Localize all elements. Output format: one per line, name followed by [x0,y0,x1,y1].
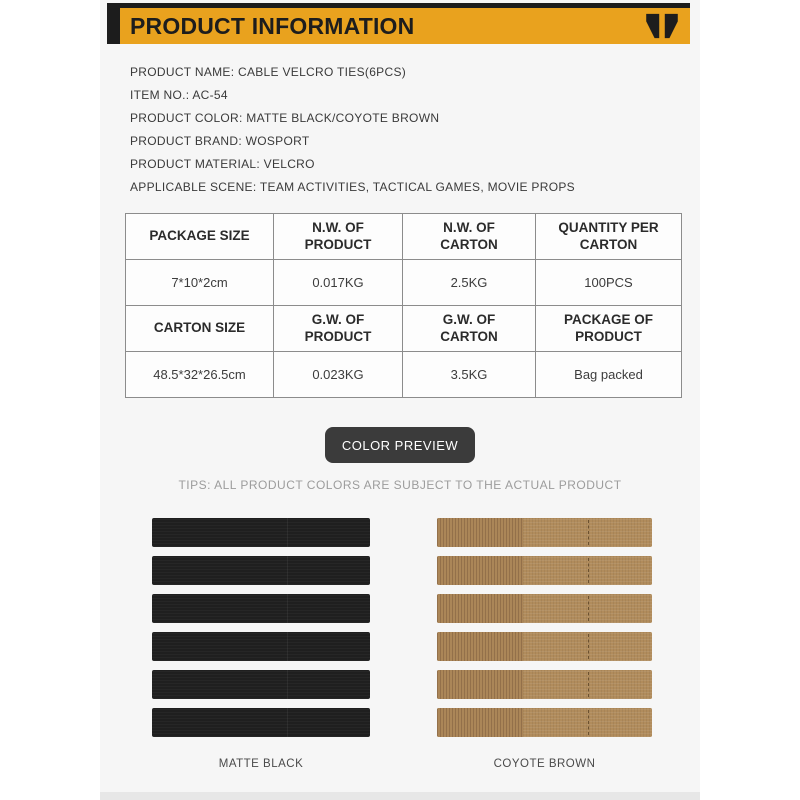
cell-gw-carton-label: G.W. OF CARTON [403,306,536,352]
wosport-w-logo-icon [646,13,678,39]
cell-package-size-value: 7*10*2cm [126,260,274,306]
velcro-hook-texture [437,708,523,737]
cell-gw-carton-value: 3.5KG [403,352,536,398]
stitch-line [588,634,589,659]
velcro-strap-black [152,708,370,737]
detail-product-name: PRODUCT NAME: CABLE VELCRO TIES(6PCS) [130,65,407,79]
spec-table [125,213,682,398]
detail-product-color: PRODUCT COLOR: MATTE BLACK/COYOTE BROWN [130,111,440,125]
velcro-strap-black [152,556,370,585]
table-row [126,306,682,352]
velcro-hook-texture [437,670,523,699]
velcro-strap-black [152,632,370,661]
table-row [126,214,682,260]
cell-package-of-product-label: PACKAGE OF PRODUCT [536,306,682,352]
detail-applicable-scene: APPLICABLE SCENE: TEAM ACTIVITIES, TACTICAL GAMES, MOVIE PROPS [130,180,575,194]
velcro-strap-brown [437,670,652,699]
stitch-line [588,558,589,583]
velcro-strap-black [152,518,370,547]
velcro-strap-black [152,594,370,623]
velcro-strap-brown [437,632,652,661]
velcro-strap-brown [437,594,652,623]
cell-carton-size-value: 48.5*32*26.5cm [126,352,274,398]
cell-nw-carton-value: 2.5KG [403,260,536,306]
velcro-hook-texture [437,632,523,661]
cell-qty-per-carton-label: QUANTITY PER CARTON [536,214,682,260]
velcro-strap-brown [437,556,652,585]
velcro-hook-texture [437,594,523,623]
table-row [126,352,682,398]
cell-nw-product-label: N.W. OF PRODUCT [274,214,403,260]
coyote-brown-strap-stack [437,518,652,737]
bottom-edge [100,792,700,800]
swatch-label-matte-black: MATTE BLACK [218,758,304,770]
velcro-hook-texture [437,556,523,585]
stitch-line [588,520,589,545]
swatch-matte-black [152,518,370,770]
product-details [130,61,670,199]
cell-carton-size-label: CARTON SIZE [126,306,274,352]
velcro-strap-brown [437,518,652,547]
page-title: PRODUCT INFORMATION [130,12,415,39]
matte-black-strap-stack [152,518,370,737]
swatch-coyote-brown [437,518,652,770]
velcro-strap-black [152,670,370,699]
stitch-line [588,710,589,735]
banner [120,8,690,44]
cell-package-of-product-value: Bag packed [536,352,682,398]
cell-qty-per-carton-value: 100PCS [536,260,682,306]
detail-product-brand: PRODUCT BRAND: WOSPORT [130,134,310,148]
velcro-hook-texture [437,518,523,547]
stitch-line [588,672,589,697]
tips-text: TIPS: ALL PRODUCT COLORS ARE SUBJECT TO THE ACTUAL PRODUCT [178,478,622,492]
cell-nw-carton-label: N.W. OF CARTON [403,214,536,260]
detail-item-no: ITEM NO.: AC-54 [130,88,228,102]
detail-product-material: PRODUCT MATERIAL: VELCRO [130,157,315,171]
table-row [126,260,682,306]
page-background [100,0,700,800]
cell-package-size-label: PACKAGE SIZE [126,214,274,260]
cell-nw-product-value: 0.017KG [274,260,403,306]
velcro-strap-brown [437,708,652,737]
swatch-label-coyote-brown: COYOTE BROWN [493,758,596,770]
color-preview-button[interactable]: COLOR PREVIEW [325,427,475,463]
cell-gw-product-value: 0.023KG [274,352,403,398]
stitch-line [588,596,589,621]
cell-gw-product-label: G.W. OF PRODUCT [274,306,403,352]
